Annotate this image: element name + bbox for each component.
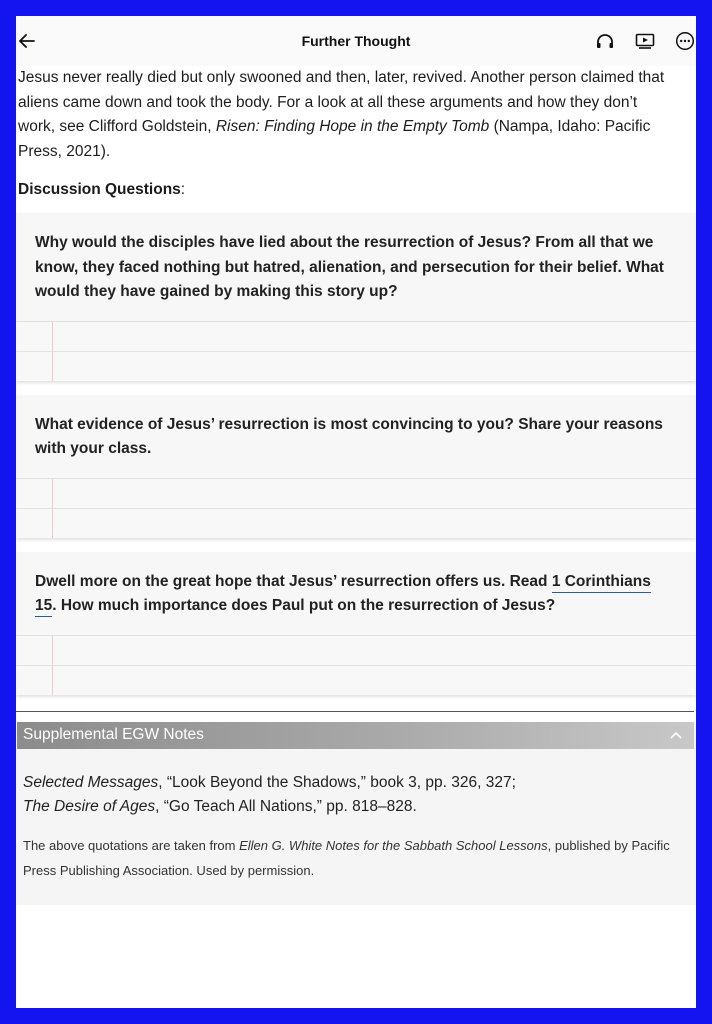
- egw-references: [16, 749, 696, 819]
- lesson-content: [16, 66, 696, 905]
- question-text-start: Dwell more on the great hope that Jesus’ resurrection offers us. Read: [35, 572, 552, 590]
- audio-button[interactable]: [594, 30, 616, 52]
- answer-area[interactable]: [16, 478, 696, 538]
- headphones-icon: [596, 33, 614, 49]
- video-button[interactable]: [634, 30, 656, 52]
- egw-note-end: , published by Pacific Press Publishing Association. Used by permission.: [23, 837, 670, 878]
- egw-ref-1-detail: , “Look Beyond the Shadows,” book 3, pp. 326, 327;: [158, 773, 516, 791]
- app-screen: [16, 16, 696, 1008]
- question-card: [16, 552, 696, 695]
- question-text: Why would the disciples have lied about the resurrection of Jesus? From all that we know, they faced nothing but hatred, alienation, and persecution for their belief. What would they have gained by making this story up?: [16, 213, 696, 321]
- scripture-link[interactable]: 1 Corinthians 15: [35, 573, 651, 618]
- answer-line[interactable]: [16, 478, 696, 508]
- answer-area[interactable]: [16, 635, 696, 695]
- video-play-icon: [635, 33, 655, 49]
- question-card: [16, 213, 696, 381]
- question-text: [16, 552, 696, 635]
- egw-notes-title: Supplemental EGW Notes: [23, 726, 204, 743]
- answer-line[interactable]: [16, 351, 696, 381]
- top-bar: [16, 16, 696, 66]
- egw-notes-section: [16, 722, 696, 905]
- section-divider: [16, 711, 694, 712]
- answer-line[interactable]: [16, 321, 696, 351]
- egw-ref-2-detail: , “Go Teach All Nations,” pp. 818–828.: [155, 797, 417, 815]
- egw-ref-1-book: Selected Messages: [23, 773, 159, 791]
- egw-notes-toggle[interactable]: [17, 722, 694, 749]
- answer-line[interactable]: [16, 665, 696, 695]
- more-options-button[interactable]: [674, 30, 696, 52]
- intro-book-title: Risen: Finding Hope in the Empty Tomb: [215, 118, 490, 135]
- top-actions: [594, 30, 696, 52]
- intro-paragraph: [16, 66, 696, 164]
- intro-tail: (Nampa, Idaho: Pacific Press, 2021).: [18, 118, 651, 160]
- discussion-heading: Discussion Questions: [18, 181, 181, 198]
- intro-text: Jesus never really died but only swooned and then, later, revived. Another person claimed that aliens came down and took the body. For a look at all these arguments and how they don’t work, see Clifford Goldstein,: [18, 69, 665, 135]
- page-title: Further Thought: [301, 33, 411, 49]
- chevron-up-icon: [670, 731, 682, 739]
- answer-line[interactable]: [16, 508, 696, 538]
- egw-ref-2-book: The Desire of Ages: [23, 797, 156, 815]
- question-card: [16, 395, 696, 538]
- egw-ref-1: [23, 771, 696, 795]
- egw-note-start: The above quotations are taken from: [23, 837, 240, 853]
- discussion-label: [16, 181, 696, 199]
- discussion-colon: :: [180, 181, 186, 198]
- egw-permission-note: [16, 819, 696, 883]
- question-text: What evidence of Jesus’ resurrection is most convincing to you? Share your reasons with your class.: [16, 395, 696, 478]
- answer-line[interactable]: [16, 635, 696, 665]
- egw-ref-2: [23, 795, 696, 819]
- question-text-end: . How much importance does Paul put on the resurrection of Jesus?: [52, 597, 556, 614]
- egw-note-book: Ellen G. White Notes for the Sabbath School Lessons: [239, 837, 548, 853]
- more-options-icon: [675, 31, 695, 51]
- answer-area[interactable]: [16, 321, 696, 381]
